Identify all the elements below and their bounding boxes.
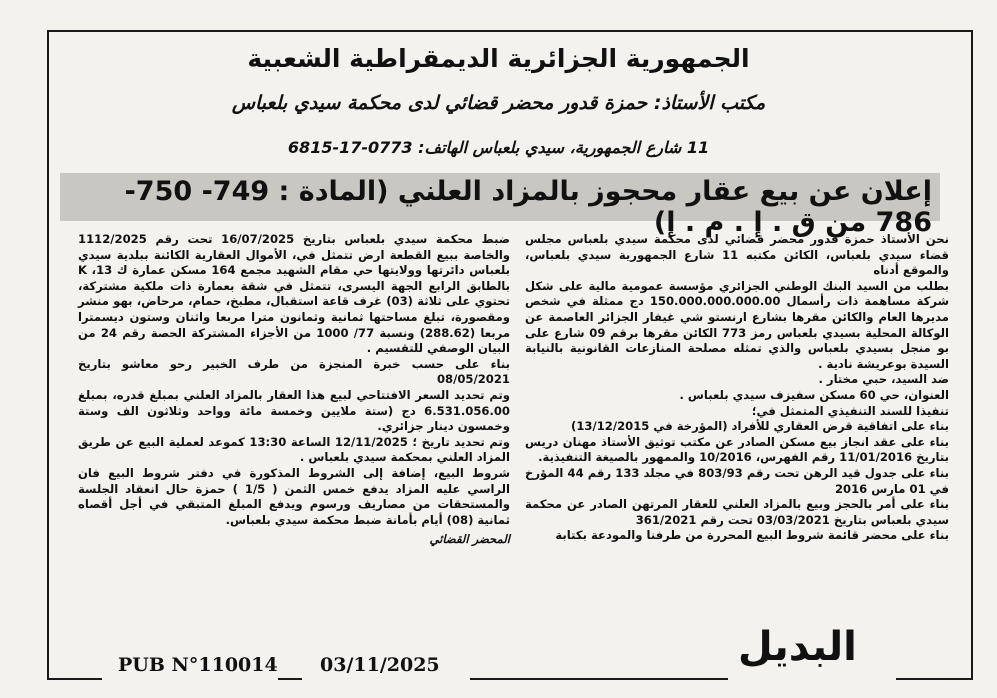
paragraph: بناء على أمر بالحجز وبيع بالمزاد العلني للعقار المرتهن الصادر عن محكمة سيدي بلعباس بتاريخ 03/03/2021 تحت رقم 361/2021: [525, 497, 949, 527]
newspaper-logo: البديل: [738, 624, 857, 670]
bottom-rule-end: [896, 678, 973, 680]
bottom-rule-mid: [278, 678, 302, 680]
paragraph: تنفيذا للسند التنفيذي المتمثل في؛: [751, 403, 949, 418]
republic-title: الجمهورية الجزائرية الديمقراطية الشعبية: [247, 44, 750, 73]
notice-title: إعلان عن بيع عقار محجوز بالمزاد العلني (المادة : 749- 750- 786 من ق . إ . م . إ): [124, 176, 932, 238]
paragraph: ضد السيد، حبي مختار .: [818, 372, 949, 387]
paragraph: نحن الأستاذ حمزة قدور محضر قضائي لدى محكمة سيدي بلعباس مجلس قضاء سيدي بلعباس، الكائن مكتبه 11 شارع الجمهورية سيدي بلعباس، والموقع أدناه: [525, 232, 949, 278]
paragraph: بناء على اتفاقية قرض العقاري للأفراد (المؤرخة في 13/12/2015): [571, 419, 949, 434]
bottom-rule-right: [470, 678, 728, 680]
paragraph: ضبط محكمة سيدي بلعباس بتاريخ 16/07/2025 تحت رقم 1112/2025 والخاصة ببيع القطعة ارض تتمثل في، الأموال العقارية الكائنة ببلدية سيدي بلعباس دائرتها وولايتها حي مقام الشهيد مجمع 164 مسكن عمارة ك 13، K بالطابق الرابع الجهة اليسرى، تتمثل في شقة بعمارة ذات ملكية مشتركة، تحتوي على ثلاثة (03) غرف قاعة استقبال، مطبخ، حمام، مرحاض، بهو منشر ومقصورة، تبلغ مساحتها ثمانية وثمانون مترا مربعا واثنان وستون ديسمترا مربعا (288.62) ونسبة 77/ 1000 من الأجزاء المشتركة الحصة رقم 24 من البيان الوصفي للتقسيم .: [78, 232, 511, 356]
paragraph: بناء على محضر قائمة شروط البيع المحررة من طرفنا والمودعة بكتابة: [555, 528, 949, 543]
paragraph: وتم تحديد السعر الافتتاحي لبيع هذا العقار بالمزاد العلني بمبلغ قدره، بمبلغ 6.531.056.00 دج (ستة ملايين وخمسة مائة وواحد وثلاثون الف وستة وخمسون دينار جزائري.: [78, 387, 510, 434]
paragraph: بناء على جدول قيد الرهن تحت رقم 803/93 في مجلد 133 رقم 44 المؤرخ في 01 مارس 2016: [525, 465, 950, 496]
bailiff-office-line: مكتب الأستاذ: حمزة قدور محضر قضائي لدى محكمة سيدي بلعباس: [231, 92, 766, 114]
paragraph: وتم تحديد تاريخ ؛ 12/11/2025 الساعة 13:30 كموعد لعملية البيع عن طريق المزاد العلني بمحكمة سيدي بلعباس .: [78, 434, 510, 465]
bailiff-signature: المحضر القضائي: [429, 532, 510, 547]
paragraph: بناء على عقد انجاز بيع مسكن الصادر عن مكتب توثيق الأستاذ مهنان دريس بتاريخ 11/01/2016 رقم الفهرس، 10/2016 والممهور بالصيغة التنفيذية.: [525, 434, 949, 465]
publication-date: 03/11/2025: [320, 654, 440, 676]
paragraph: العنوان، حي 60 مسكن سفيزف سيدي بلعباس .: [679, 387, 949, 402]
paragraph: شروط البيع، إضافة إلى الشروط المذكورة في دفتر شروط البيع فان الراسي عليه المزاد يدفع خمس الثمن ( 1/5 ) حمزة حال انعقاد الجلسة والمستحقات من مصاريف ورسوم ويدفع المبلغ المتبقي في أجل أقصاه ثمانية (08) أيام بأمانة ضبط محكمة سيدي بلعباس.: [78, 465, 510, 527]
paragraph: بناء على حسب خبرة المنجزة من طرف الخبير رحو معاشو بتاريخ 08/05/2021: [78, 356, 510, 387]
right-text-column: [525, 232, 949, 544]
bottom-rule-left: [47, 678, 102, 680]
pub-number: PUB N°110014: [118, 654, 278, 676]
left-text-column: [78, 232, 510, 548]
paragraph: بطلب من السيد البنك الوطني الجزائري مؤسسة عمومية مالية على شكل شركة مساهمة ذات رأسمال 150.000.000.000.00 دج ممثلة في شخص مديرها العام والكائن مقرها بشارع ارنستو شي غيفار الجزائر العاصمة عن الوكالة المحلية بسيدي بلعباس رمز 773 الكائن مقرها برقم 09 شارع على بو منجل بسيدي بلعباس والذي تمثله مصلحة المنازعات القانونية بالنيابة السيدة بوعريشة نادية .: [525, 278, 949, 371]
office-address-line: 11 شارع الجمهورية، سيدي بلعباس الهاتف: 0773-17-6815: [287, 138, 710, 157]
